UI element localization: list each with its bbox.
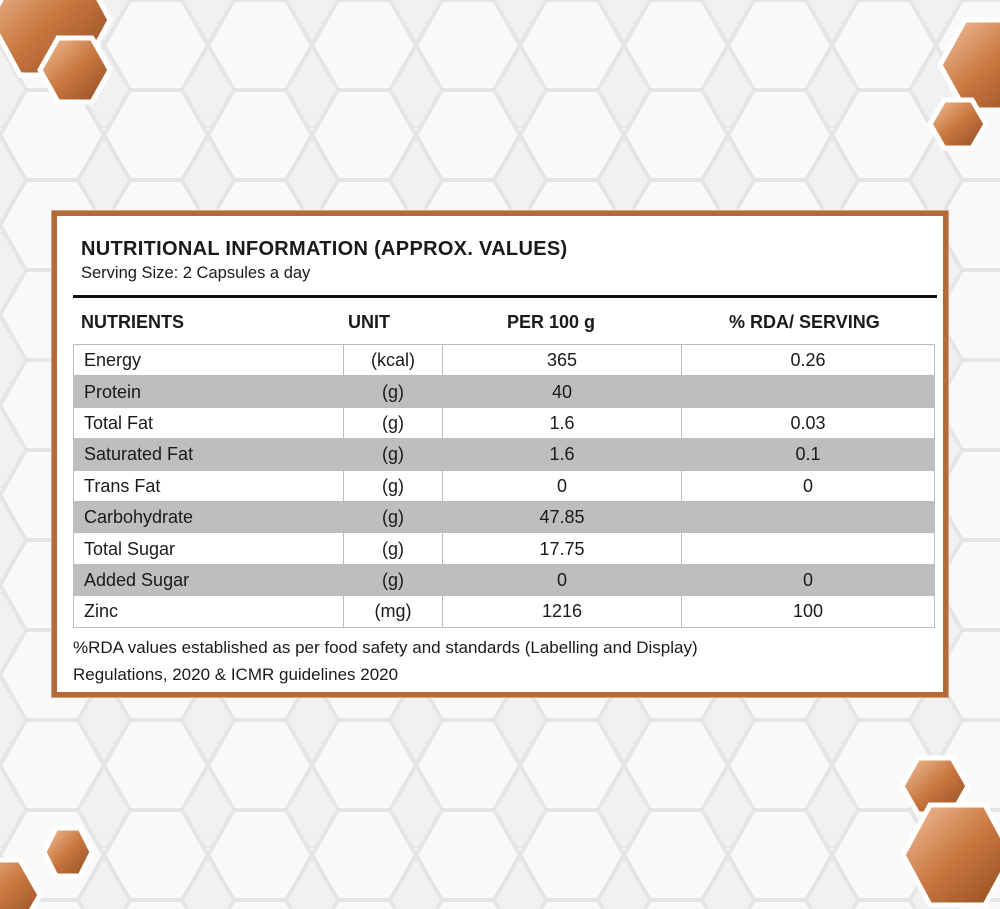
nutrient-name: Saturated Fat (74, 439, 344, 470)
footnote (73, 634, 698, 688)
nutrient-per-100g: 1216 (443, 596, 682, 627)
nutrient-unit: (g) (344, 501, 443, 532)
table-row (74, 470, 935, 501)
nutrient-unit: (mg) (344, 596, 443, 627)
table-row (74, 345, 935, 376)
nutrient-name: Total Sugar (74, 533, 344, 564)
nutrient-rda: 0.26 (682, 345, 935, 376)
nutrient-rda (682, 501, 935, 532)
header-rda-serving: % RDA/ SERVING (729, 312, 880, 332)
nutrient-unit: (g) (344, 564, 443, 595)
table-row (74, 564, 935, 595)
nutrient-per-100g: 1.6 (443, 407, 682, 438)
table-row (74, 407, 935, 438)
nutrient-unit: (g) (344, 470, 443, 501)
nutrient-name: Zinc (74, 596, 344, 627)
panel-title: NUTRITIONAL INFORMATION (APPROX. VALUES) (81, 238, 568, 260)
nutrient-per-100g: 365 (443, 345, 682, 376)
table-row (74, 439, 935, 470)
nutrient-name: Added Sugar (74, 564, 344, 595)
nutrient-rda: 0 (682, 564, 935, 595)
header-nutrients: NUTRIENTS (81, 312, 184, 332)
nutrient-unit: (kcal) (344, 345, 443, 376)
nutrient-per-100g: 1.6 (443, 439, 682, 470)
nutrition-table (73, 344, 935, 628)
table-row (74, 376, 935, 407)
nutrient-name: Carbohydrate (74, 501, 344, 532)
nutrient-rda (682, 376, 935, 407)
nutrient-rda: 0.03 (682, 407, 935, 438)
table-row (74, 596, 935, 627)
nutrient-name: Protein (74, 376, 344, 407)
nutrient-name: Energy (74, 345, 344, 376)
header-unit: UNIT (348, 312, 390, 332)
nutrient-rda: 100 (682, 596, 935, 627)
footnote-line-1: %RDA values established as per food safety and standards (Labelling and Display) (73, 638, 698, 657)
serving-size: Serving Size: 2 Capsules a day (81, 264, 311, 282)
nutrient-unit: (g) (344, 533, 443, 564)
nutrient-unit: (g) (344, 407, 443, 438)
table-row (74, 501, 935, 532)
header-per-100g: PER 100 g (507, 312, 596, 332)
header-divider (73, 295, 937, 298)
nutrient-per-100g: 17.75 (443, 533, 682, 564)
nutrient-name: Trans Fat (74, 470, 344, 501)
nutrient-rda: 0 (682, 470, 935, 501)
nutrient-per-100g: 40 (443, 376, 682, 407)
nutrient-unit: (g) (344, 376, 443, 407)
nutrient-unit: (g) (344, 439, 443, 470)
nutrient-rda: 0.1 (682, 439, 935, 470)
nutrient-per-100g: 0 (443, 564, 682, 595)
nutrient-rda (682, 533, 935, 564)
nutrient-name: Total Fat (74, 407, 344, 438)
nutrient-per-100g: 0 (443, 470, 682, 501)
table-row (74, 533, 935, 564)
nutrition-panel (52, 211, 948, 697)
footnote-line-2: Regulations, 2020 & ICMR guidelines 2020 (73, 665, 399, 684)
nutrient-per-100g: 47.85 (443, 501, 682, 532)
